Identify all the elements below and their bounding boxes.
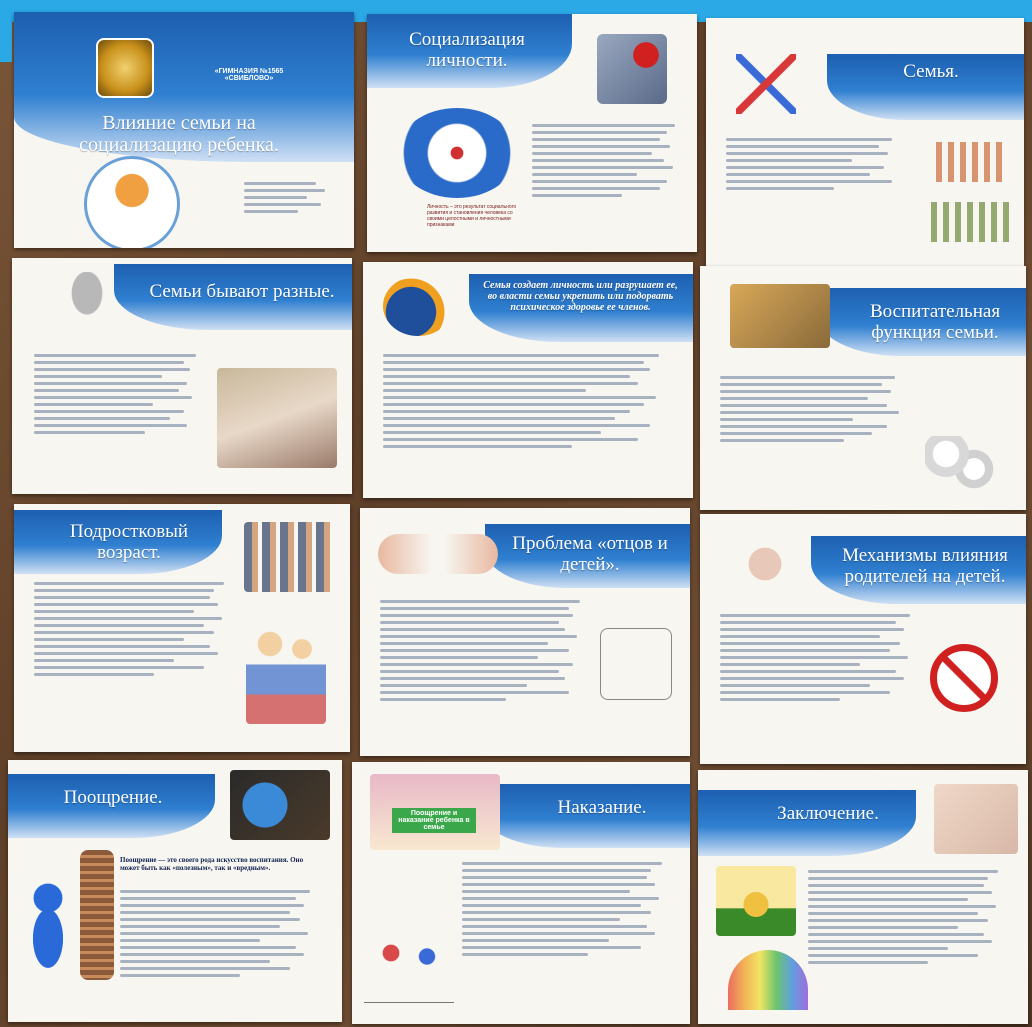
crowd-ring-image bbox=[397, 108, 517, 198]
blue-figure-image bbox=[18, 880, 78, 970]
slide-title-text: Влияние семьи на социализацию ребенка. bbox=[79, 112, 279, 156]
crest-image bbox=[96, 38, 154, 98]
slide-title-text: Подростковый возраст. bbox=[69, 521, 189, 563]
slide-body-text bbox=[34, 582, 234, 680]
slide-body-text bbox=[380, 600, 590, 705]
left-accent-bar bbox=[0, 22, 12, 62]
red-figure-image bbox=[597, 34, 667, 104]
family-drawing-image bbox=[931, 202, 1011, 242]
prohibition-sign-icon bbox=[930, 644, 998, 712]
slide-title-text: Механизмы влияния родителей на детей. bbox=[842, 545, 1008, 587]
slide-adolescence bbox=[14, 504, 350, 752]
rainbow-family-image bbox=[728, 950, 808, 1010]
slide-families-different bbox=[12, 258, 352, 494]
slide-punishment bbox=[352, 762, 690, 1024]
coin-stack-image bbox=[80, 850, 114, 980]
slide-body-text bbox=[720, 376, 910, 446]
slide-mechanisms bbox=[700, 514, 1026, 764]
slide-upbringing-function bbox=[700, 266, 1026, 510]
slide-body-text bbox=[34, 354, 204, 438]
sunset-family-image bbox=[716, 866, 796, 936]
slide-family-creates bbox=[363, 262, 693, 498]
sketch-people-image bbox=[600, 628, 672, 700]
slide-family bbox=[706, 18, 1024, 266]
slide-body-text bbox=[808, 870, 1008, 968]
slide-title-text: Проблема «отцов и детей». bbox=[512, 533, 668, 575]
cloud-umbrella-image bbox=[52, 272, 122, 342]
teens-group-image bbox=[244, 522, 334, 592]
slide-title-text: Социализация личности. bbox=[409, 29, 525, 71]
slide-title-text: Семья. bbox=[903, 61, 959, 82]
hands-family-image bbox=[934, 784, 1018, 854]
slide-body-text bbox=[726, 138, 906, 194]
slide-body-text bbox=[462, 862, 672, 960]
hands-image bbox=[378, 534, 498, 574]
family-sketch-image bbox=[364, 932, 454, 1003]
encouragement-quote: Поощрение — это своего рода искусство воспитания. Оно может быть как «полезным», так и «вредным». bbox=[120, 856, 304, 872]
slide-title-text: Семьи бывают разные. bbox=[149, 281, 335, 302]
personality-caption: Личность – это результат социального развития и становления человека со своими целостными и личностными признаками bbox=[427, 204, 517, 228]
family-drawing-image bbox=[936, 142, 1006, 182]
slide-body-text bbox=[720, 614, 920, 705]
silhouettes-logo bbox=[383, 276, 453, 336]
slide-body-text bbox=[383, 354, 673, 452]
cartoon-family-image bbox=[246, 624, 326, 724]
slide-conclusion bbox=[698, 770, 1028, 1024]
child-ear-image bbox=[730, 534, 800, 594]
slide-title-text: Семья создает личность или разрушает ее, во власти семьи укрепить или подорвать психическое здоровье ее членов. bbox=[483, 280, 678, 313]
slide-body-text bbox=[120, 890, 320, 981]
quarrel-illustration bbox=[217, 368, 337, 468]
sign-caption: Поощрение и наказание ребенка в семье bbox=[392, 808, 476, 833]
slide-title-text: Воспитательная функция семьи. bbox=[869, 301, 1001, 343]
slide-encouragement bbox=[8, 760, 342, 1022]
slide-title-text: Поощрение. bbox=[63, 787, 163, 808]
school-name: «ГИМНАЗИЯ №1565 «СВИБЛОВО» bbox=[214, 68, 284, 82]
3d-figures-image bbox=[925, 436, 995, 496]
slide-fathers-children bbox=[360, 508, 690, 756]
globe-children-image bbox=[230, 770, 330, 840]
slide-socialization bbox=[367, 14, 697, 252]
bear-poster-image bbox=[730, 284, 830, 348]
slide-title-text: Наказание. bbox=[557, 797, 647, 818]
slide-title bbox=[14, 12, 354, 248]
family-logo bbox=[84, 156, 180, 248]
slide-body-text bbox=[532, 124, 682, 201]
slide-title-text: Заключение. bbox=[777, 803, 879, 824]
family-house-icon bbox=[736, 54, 796, 114]
author-info bbox=[244, 182, 334, 217]
